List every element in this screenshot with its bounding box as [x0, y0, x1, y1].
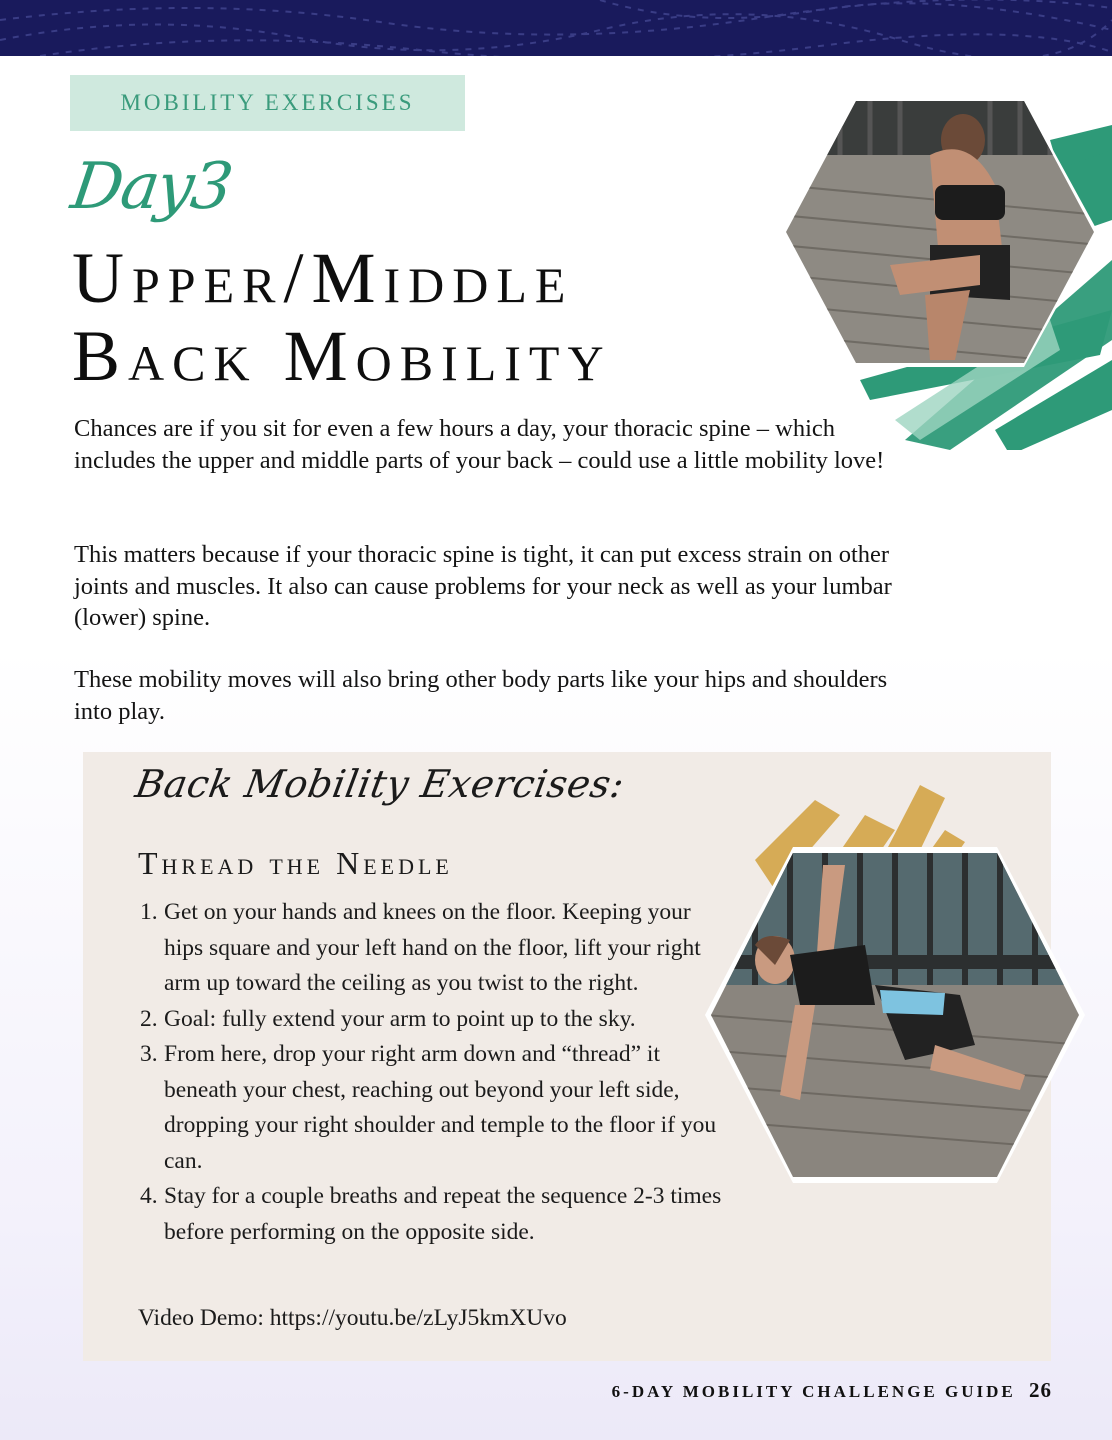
page-number: 26 [1029, 1378, 1052, 1402]
dashed-pattern [0, 0, 1112, 56]
step-number: 1. [140, 899, 158, 925]
step-number: 3. [140, 1041, 158, 1067]
page-title-line1: Upper/Middle [72, 238, 574, 318]
list-item [138, 895, 728, 1002]
top-decorative-band [0, 0, 1112, 56]
step-text: Get on your hands and knees on the floor. Keeping your hips square and your left hand on the floor, lift your right arm up toward the ceiling as you twist to the right. [164, 899, 701, 996]
step-text: Stay for a couple breaths and repeat the sequence 2-3 times before performing on the opposite side. [164, 1183, 722, 1245]
guide-title: 6-DAY MOBILITY CHALLENGE GUIDE [611, 1382, 1016, 1401]
day-label: Day3 [66, 150, 236, 224]
step-text: Goal: fully extend your arm to point up to the sky. [164, 1005, 636, 1032]
video-demo-link[interactable]: Video Demo: https://youtu.be/zLyJ5kmXUvo [138, 1305, 567, 1331]
stretch-photo-2 [705, 845, 1085, 1185]
step-number: 2. [140, 1005, 158, 1032]
section-tag-label: MOBILITY EXERCISES [120, 90, 415, 115]
step-text: From here, drop your right arm down and “thread” it beneath your chest, reaching out beyond your left side, dropping your right shoulder and temple to the floor if you can. [164, 1041, 717, 1174]
exercise-name: Thread the Needle [138, 845, 453, 881]
section-tag [70, 75, 465, 131]
page-title-line2: Back Mobility [72, 316, 612, 396]
list-item [138, 1037, 728, 1179]
exercise-steps [138, 895, 728, 1250]
list-item [138, 1002, 728, 1038]
list-item [138, 1179, 728, 1250]
step-number: 4. [140, 1183, 158, 1209]
intro-paragraph-2: This matters because if your thoracic spine is tight, it can put excess strain on other joints and muscles. It also can cause problems for your neck as well as your lumbar (lower) spine. [74, 541, 892, 631]
stretch-photo-1 [780, 95, 1100, 370]
intro-paragraph-1: Chances are if you sit for even a few hours a day, your thoracic spine – which includes the upper and middle parts of your back – could use a little mobility love! [74, 415, 885, 474]
page-footer [612, 1378, 1052, 1403]
box-heading: Back Mobility Exercises: [132, 762, 628, 806]
intro-paragraph-3: These mobility moves will also bring other body parts like your hips and shoulders into play. [74, 666, 888, 725]
